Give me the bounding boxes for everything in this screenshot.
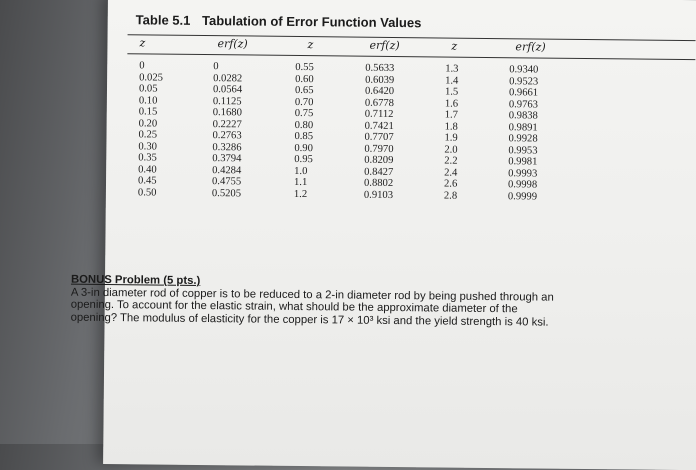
table-cell: 0.5633 — [365, 62, 395, 75]
table-cell: 0.05 — [138, 83, 158, 95]
bonus-line-1: A 3-in diameter rod of copper is to be reduced to a 2-in diameter rod by being pushed through an — [70, 286, 554, 304]
table-number: Table 5.1 — [135, 12, 191, 28]
column-erf-1 — [212, 61, 243, 199]
table-cell: 0.50 — [137, 186, 157, 199]
table-cell: 0.9763 — [508, 98, 539, 111]
table-cell: 0.90 — [294, 142, 314, 154]
table-cell: 1.7 — [444, 109, 459, 121]
table-cell: 0.2227 — [212, 118, 242, 130]
table-cell: 2.0 — [444, 144, 458, 156]
table-cell: 1.1 — [293, 176, 308, 189]
table-cell: 2.4 — [444, 167, 458, 179]
header-erf-3: erf(z) — [515, 40, 546, 54]
table-cell: 0.9838 — [508, 110, 538, 122]
header-z-2: z — [307, 38, 314, 52]
table-cell: 1.6 — [444, 98, 459, 110]
table-cell: 0.8427 — [364, 166, 394, 178]
table-cell: 0.80 — [294, 119, 314, 131]
bonus-problem — [71, 274, 631, 330]
textbook-page — [70, 0, 696, 470]
table-cell: 0.9998 — [507, 179, 538, 191]
table-cell: 0.4755 — [211, 176, 242, 188]
table-cell: 0.9928 — [508, 133, 538, 145]
table-cell: 0.95 — [294, 153, 313, 166]
table-cell: 0.9999 — [507, 190, 538, 203]
table-cell: 0.15 — [138, 106, 158, 118]
table-cell: 0 — [213, 61, 219, 73]
table-cell: 0.9953 — [508, 144, 538, 157]
table-cell: 0.35 — [138, 152, 157, 164]
table-cell: 1.5 — [444, 86, 459, 98]
table-cell: 2.6 — [443, 178, 458, 190]
table-cell: 0.3794 — [212, 153, 242, 165]
table-caption: Tabulation of Error Function Values — [201, 12, 422, 31]
table-cell: 0.8802 — [363, 177, 394, 189]
table-cell: 0.4284 — [212, 164, 242, 176]
table-cell: 2.8 — [443, 190, 458, 202]
table-cell: 0.9981 — [508, 156, 538, 168]
table-cell: 0.85 — [294, 130, 314, 143]
table-cell: 0.55 — [295, 61, 314, 74]
column-z-1 — [138, 60, 163, 198]
table-cell: 0.2763 — [212, 130, 242, 142]
table-title — [136, 12, 422, 30]
table-cell: 0.40 — [138, 163, 157, 176]
bonus-heading: BONUS Problem (5 pts.) — [70, 273, 201, 287]
header-erf-2: erf(z) — [369, 38, 400, 53]
table-cell: 0.025 — [139, 71, 164, 84]
table-cell: 1.0 — [294, 165, 308, 177]
table-cell: 0.8209 — [364, 154, 394, 166]
table-cell: 0.0564 — [212, 84, 243, 96]
table-cell: 0.75 — [294, 107, 314, 120]
table-cell: 0.1125 — [212, 95, 242, 107]
table-cell: 0.7707 — [364, 131, 394, 143]
column-z-3 — [444, 64, 459, 202]
table-cell: 0.9891 — [508, 121, 538, 134]
table-cell: 0.10 — [138, 94, 158, 107]
table-cell: 0.20 — [138, 117, 158, 130]
table-cell: 0.5205 — [211, 187, 242, 199]
table-cell: 0.25 — [138, 129, 158, 141]
table-cell: 0.70 — [294, 96, 314, 108]
table-cell: 1.2 — [293, 188, 308, 200]
header-z-1: z — [139, 36, 146, 50]
header-erf-1: erf(z) — [217, 37, 248, 51]
table-cell: 0.9103 — [363, 189, 394, 201]
table-cell: 0.65 — [294, 84, 314, 97]
table-cell: 0.7421 — [364, 120, 394, 132]
table-cell: 0.9340 — [509, 64, 539, 76]
table-cell: 0.6039 — [365, 74, 395, 86]
bonus-line-3: opening? The modulus of elasticity for the copper is 17 × 10³ ksi and the yield strength is 40 ksi. — [70, 311, 549, 329]
bonus-line-2: opening. To account for the elastic strain, what should be the approximate diameter of the — [70, 298, 518, 316]
column-erf-3 — [508, 64, 539, 202]
table-cell: 0 — [139, 60, 145, 72]
table-cell: 0.9523 — [509, 75, 539, 88]
table-cell: 2.2 — [444, 155, 458, 167]
table-cell: 0.9993 — [508, 167, 538, 180]
table-cell: 1.8 — [444, 121, 458, 133]
table-header-rule — [127, 53, 695, 60]
table-cell: 1.9 — [444, 132, 458, 144]
table-cell: 0.45 — [137, 175, 157, 187]
table-cell: 1.3 — [445, 63, 459, 75]
table-cell: 0.60 — [295, 73, 314, 85]
table-cell: 0.6420 — [364, 85, 395, 98]
table-cell: 0.7112 — [364, 108, 394, 120]
table-cell: 0.1680 — [212, 107, 242, 119]
table-cell: 1.4 — [445, 75, 459, 87]
table-top-rule — [128, 34, 696, 41]
header-z-3: z — [451, 39, 458, 53]
table-cell: 0.9661 — [508, 87, 539, 99]
table-cell: 0.30 — [138, 140, 158, 153]
column-erf-2 — [364, 63, 395, 201]
table-cell: 0.6778 — [364, 97, 395, 109]
column-z-2 — [294, 62, 314, 200]
table-cell: 0.0282 — [213, 72, 243, 84]
table-cell: 0.7970 — [364, 143, 394, 155]
table-cell: 0.3286 — [212, 141, 242, 153]
